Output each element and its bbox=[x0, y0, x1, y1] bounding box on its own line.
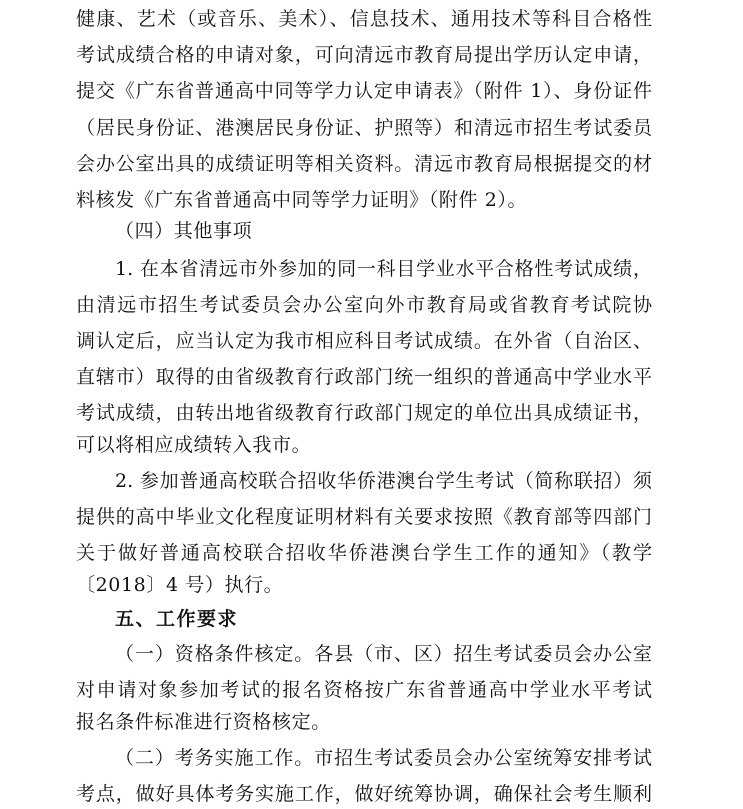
body-line: 直辖市）取得的由省级教育行政部门统一组织的普通高中学业水平 bbox=[76, 366, 652, 388]
body-line: 2. 参加普通高校联合招收华侨港澳台学生考试（简称联招）须 bbox=[115, 470, 652, 492]
body-line: （居民身份证、港澳居民身份证、护照等）和清远市招生考试委员 bbox=[76, 117, 652, 139]
body-line: 由清远市招生考试委员会办公室向外市教育局或省教育考试院协 bbox=[76, 294, 652, 316]
section-subheading: （四）其他事项 bbox=[115, 220, 253, 242]
body-line: 考试成绩合格的申请对象，可向清远市教育局提出学历认定申请， bbox=[76, 44, 652, 66]
body-line: 关于做好普通高校联合招收华侨港澳台学生工作的通知》（教学 bbox=[76, 542, 652, 564]
body-line: 考试成绩，由转出地省级教育行政部门规定的单位出具成绩证书， bbox=[76, 402, 652, 424]
body-line: 考点，做好具体考务实施工作，做好统筹协调，确保社会考生顺利 bbox=[76, 783, 652, 805]
body-line: 提供的高中毕业文化程度证明材料有关要求按照《教育部等四部门 bbox=[76, 506, 652, 528]
body-line: 提交《广东省普通高中同等学力认定申请表》（附件 1）、身份证件 bbox=[76, 80, 652, 102]
body-line: 料核发《广东省普通高中同等学力证明》（附件 2）。 bbox=[76, 189, 528, 211]
body-line: （二）考务实施工作。市招生考试委员会办公室统筹安排考试 bbox=[115, 747, 652, 769]
body-line: 1. 在本省清远市外参加的同一科目学业水平合格性考试成绩， bbox=[115, 258, 652, 280]
body-line: （一）资格条件核定。各县（市、区）招生考试委员会办公室 bbox=[115, 643, 652, 665]
body-line: 对申请对象参加考试的报名资格按广东省普通高中学业水平考试 bbox=[76, 679, 652, 701]
body-line: 健康、艺术（或音乐、美术）、信息技术、通用技术等科目合格性 bbox=[76, 8, 652, 30]
body-line: 〔2018〕4 号）执行。 bbox=[76, 574, 284, 596]
body-line: 可以将相应成绩转入我市。 bbox=[76, 434, 312, 456]
body-line: 调认定后，应当认定为我市相应科目考试成绩。在外省（自治区、 bbox=[76, 330, 652, 352]
body-line: 报名条件标准进行资格核定。 bbox=[76, 711, 331, 733]
section-heading: 五、工作要求 bbox=[115, 608, 239, 630]
body-line: 会办公室出具的成绩证明等相关资料。清远市教育局根据提交的材 bbox=[76, 153, 652, 175]
